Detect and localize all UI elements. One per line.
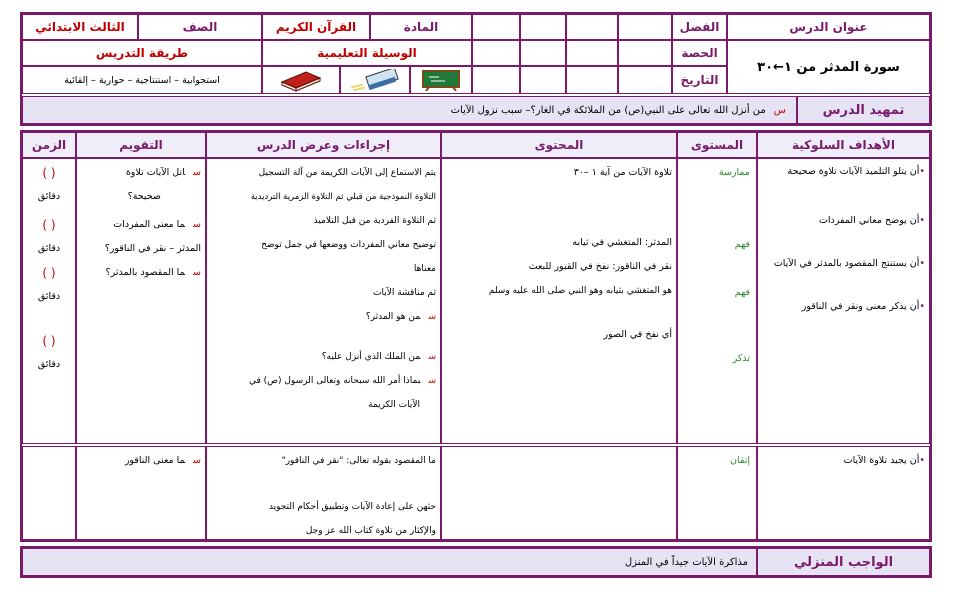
col-header-evaluation: التقويم [76, 132, 206, 158]
subject-label: المادة [370, 14, 472, 40]
time-paren: ( ) [42, 166, 56, 180]
content-cell-closing [441, 446, 677, 540]
procedures-cell-closing [206, 446, 441, 540]
evaluation-item: ما معنى المفردات [113, 219, 186, 230]
semester-box-2 [566, 14, 618, 40]
closing-procedure: والإكثار من تلاوة كتاب الله عز وجل [305, 526, 436, 536]
procedure-item: توضيح معاني المفردات ووضعها في جمل توضح [261, 240, 436, 250]
time-unit: دقائق [37, 243, 61, 254]
period-label: الحصة [672, 40, 727, 66]
objectives-cell: •أن يتلو التلميذ الآيات تلاوة صحيحة •أن يوضح معاني المفردات •أن يستنتج المقصود بالمدثر في الآيات •أن يذكر معنى ونقر في الناقور [757, 158, 930, 444]
closing-procedure: ما المقصود بقوله تعالى: "نقر في الناقور" [281, 456, 436, 466]
procedure-item: الآيات الكريمة [368, 400, 420, 410]
homework-label: الواجب المنزلي [757, 548, 930, 576]
content-item: تلاوة الآيات من آية ١ –٣٠ [573, 167, 672, 178]
closing-procedure: حثهن على إعادة الآيات وتطبيق أحكام التجويد [268, 502, 436, 512]
procedure-item: يتم الاستماع إلى الآيات الكريمة من آلة التسجيل [258, 168, 436, 178]
evaluation-cell [76, 158, 206, 444]
date-label: التاريخ [672, 66, 727, 94]
procedure-item: من الملك الذي أنزل عليه؟ [321, 352, 421, 362]
content-item: نقر في الناقور: نفخ في القبور للبعث [528, 261, 672, 272]
time-cell-closing [22, 446, 76, 540]
aid-box-eraser [340, 66, 410, 94]
intro-label: تمهيد الدرس [797, 96, 930, 124]
date-box-2 [566, 66, 618, 94]
level-cell [677, 158, 757, 444]
lesson-title-label: عنوان الدرس [727, 14, 930, 40]
period-box-2 [566, 40, 618, 66]
col-header-level: المستوى [677, 132, 757, 158]
aid-box-book [262, 66, 340, 94]
time-paren: ( ) [42, 218, 56, 232]
period-box-1 [618, 40, 672, 66]
evaluation-item: صحيحة؟ [127, 191, 161, 202]
col-header-content: المحتوى [441, 132, 677, 158]
level-item: ممارسة [718, 167, 750, 178]
eraser-chalk-icon [347, 69, 403, 91]
question-marker: س [428, 352, 436, 362]
objective-item: أن يستنتج المقصود بالمدثر في الآيات [773, 258, 920, 269]
grade-value: الثالث الابتدائي [22, 14, 138, 40]
question-marker: س [193, 267, 201, 278]
subject-value: القرآن الكريم [262, 14, 370, 40]
grade-label: الصف [138, 14, 262, 40]
evaluation-cell-closing [76, 446, 206, 540]
col-header-procedures: إجراءات وعرض الدرس [206, 132, 441, 158]
date-box-3 [520, 66, 566, 94]
content-cell [441, 158, 677, 444]
time-unit: دقائق [37, 291, 61, 302]
content-item: هو المتغشي بثيابه وهو النبي صلى الله عليه وسلم [488, 286, 672, 296]
blackboard-icon [421, 69, 461, 91]
date-box-4 [472, 66, 520, 94]
semester-label: الفصل [672, 14, 727, 40]
time-unit: دقائق [37, 191, 61, 202]
book-icon [278, 68, 324, 92]
evaluation-item: المدثر – نقر في الناقور؟ [104, 243, 201, 254]
level-cell-closing [677, 446, 757, 540]
question-marker: س [428, 376, 436, 386]
time-cell [22, 158, 76, 444]
aid-box-blackboard [410, 66, 472, 94]
method-label: طريقة التدريس [22, 40, 262, 66]
level-item: فهم [734, 239, 750, 250]
procedure-item: ثم مناقشة الآيات [372, 288, 436, 298]
col-header-objectives: الأهداف السلوكية [757, 132, 930, 158]
intro-text-cell [22, 96, 797, 124]
time-unit: دقائق [37, 359, 61, 370]
objective-item: أن يوضح معاني المفردات [818, 215, 920, 226]
time-paren: ( ) [42, 334, 56, 348]
evaluation-item: ما المقصود بالمدثر؟ [105, 267, 186, 278]
aids-label: الوسيلة التعليمية [262, 40, 472, 66]
objectives-cell-closing: •أن يجيد تلاوة الآيات [757, 446, 930, 540]
question-marker: س [773, 104, 786, 116]
semester-box-4 [472, 14, 520, 40]
level-item: إتقان [730, 455, 750, 466]
semester-box-1 [618, 14, 672, 40]
question-marker: س [193, 219, 201, 230]
level-item: تذكر [732, 353, 750, 364]
objective-item: أن يجيد تلاوة الآيات [843, 455, 920, 466]
procedure-item: معناها [413, 264, 436, 274]
procedures-cell [206, 158, 441, 444]
homework-text: مذاكرة الآيات جيداً في المنزل [22, 548, 757, 576]
content-item: أي نفخ في الصور [603, 329, 672, 340]
method-value: استجوابية – استنتاجية – حوارية – إلقائية [22, 66, 262, 94]
procedure-item: بماذا أمر الله سبحانه وتعالى الرسول (ص) في [248, 376, 421, 386]
period-box-4 [472, 40, 520, 66]
procedure-item: من هو المدثر؟ [365, 312, 421, 322]
objective-item: أن يتلو التلميذ الآيات تلاوة صحيحة [787, 166, 920, 177]
semester-box-3 [520, 14, 566, 40]
question-marker: س [193, 167, 201, 178]
content-item: المدثر: المتغشي في ثيابه [572, 237, 672, 248]
objective-item: أن يذكر معنى ونقر في الناقور [801, 301, 920, 312]
evaluation-item: اتل الآيات تلاوة [125, 167, 186, 178]
procedure-item: التلاوة النموذجية من قبلي ثم التلاوة الزمرية الترديدية [250, 192, 436, 202]
closing-evaluation: ما معنى الناقور [124, 455, 186, 466]
period-box-3 [520, 40, 566, 66]
question-marker: س [428, 312, 436, 322]
time-paren: ( ) [42, 266, 56, 280]
level-item: فهم [734, 287, 750, 298]
date-box-1 [618, 66, 672, 94]
col-header-time: الزمن [22, 132, 76, 158]
lesson-title-value: سورة المدثر من ١←٣٠ [727, 40, 930, 94]
intro-text: من أنزل الله تعالى على النبي(ص) من الملائكة في الغار؟– سبب نزول الآيات [450, 104, 766, 116]
procedure-item: ثم التلاوة الفردية من قبل التلاميذ [313, 216, 436, 226]
question-marker: س [193, 455, 201, 466]
